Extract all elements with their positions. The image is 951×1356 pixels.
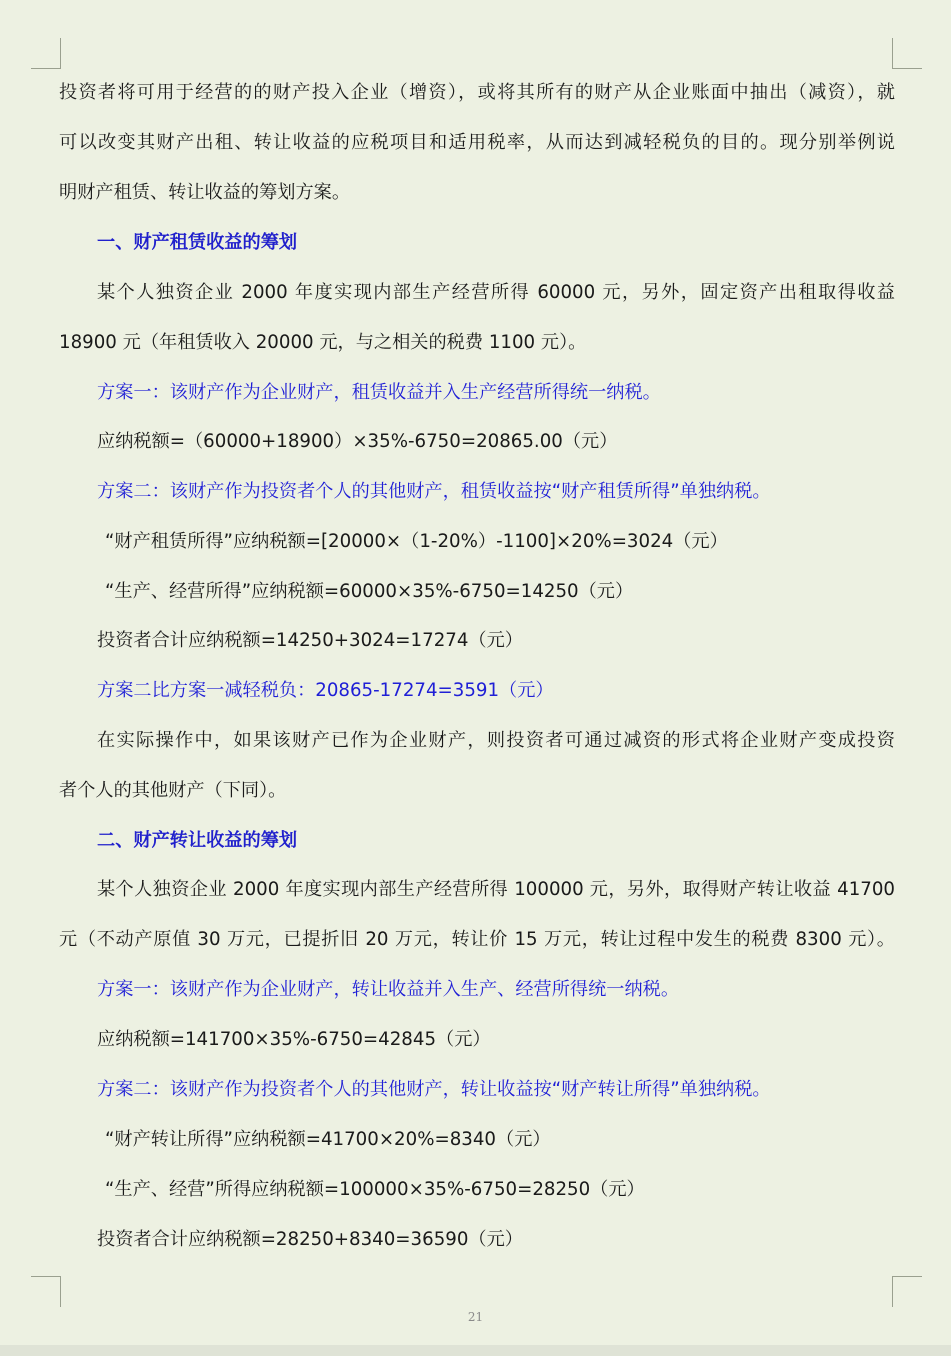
crop-mark-top-right (892, 38, 922, 69)
paragraph-line: 元（不动产原值 30 万元，已提折旧 20 万元，转让价 15 万元，转让过程中发生的税费 8300 元）。 (59, 929, 895, 950)
calculation-line: “财产转让所得”应纳税额=41700×20%=8340（元） (105, 1129, 551, 1150)
paragraph-line: 某个人独资企业 2000 年度实现内部生产经营所得 100000 元，另外，取得财产转让收益 41700 (97, 879, 895, 900)
page-number: 21 (467, 1310, 484, 1324)
plan-one-transfer: 方案一：该财产作为企业财产，转让收益并入生产、经营所得统一纳税。 (97, 979, 680, 1000)
plan-one-rental: 方案一：该财产作为企业财产，租赁收益并入生产经营所得统一纳税。 (97, 382, 661, 403)
plan-two-transfer: 方案二：该财产作为投资者个人的其他财产，转让收益按“财产转让所得”单独纳税。 (97, 1079, 771, 1100)
crop-mark-top-left (31, 38, 61, 69)
plan-two-rental: 方案二：该财产作为投资者个人的其他财产，租赁收益按“财产租赁所得”单独纳税。 (97, 481, 771, 502)
crop-mark-bottom-right (892, 1276, 922, 1307)
calculation-line: 应纳税额=141700×35%-6750=42845（元） (97, 1029, 491, 1050)
calculation-line: 应纳税额=（60000+18900）×35%-6750=20865.00（元） (97, 431, 618, 452)
rental-comparison-line: 方案二比方案一减轻税负：20865-17274=3591（元） (97, 680, 554, 701)
section-heading-rental: 一、财产租赁收益的筹划 (97, 232, 298, 253)
calculation-line: “生产、经营”所得应纳税额=100000×35%-6750=28250（元） (105, 1179, 645, 1200)
paragraph-line: 明财产租赁、转让收益的筹划方案。 (59, 182, 351, 203)
calculation-line: 投资者合计应纳税额=28250+8340=36590（元） (97, 1229, 523, 1250)
paragraph-line: 投资者将可用于经营的的财产投入企业（增资），或将其所有的财产从企业账面中抽出（减资），就 (59, 82, 895, 103)
page-bottom-gutter (0, 1345, 951, 1356)
paragraph-line: 者个人的其他财产（下同）。 (59, 780, 287, 801)
paragraph-line: 在实际操作中，如果该财产已作为企业财产，则投资者可通过减资的形式将企业财产变成投资 (97, 730, 895, 751)
crop-mark-bottom-left (31, 1276, 61, 1307)
paragraph-line: 可以改变其财产出租、转让收益的应税项目和适用税率，从而达到减轻税负的目的。现分别举例说 (59, 132, 895, 153)
paragraph-line: 18900 元（年租赁收入 20000 元，与之相关的税费 1100 元）。 (59, 332, 587, 353)
calculation-line: “生产、经营所得”应纳税额=60000×35%-6750=14250（元） (105, 581, 634, 602)
section-heading-transfer: 二、财产转让收益的筹划 (97, 830, 298, 851)
calculation-line: 投资者合计应纳税额=14250+3024=17274（元） (97, 630, 523, 651)
paragraph-line: 某个人独资企业 2000 年度实现内部生产经营所得 60000 元，另外，固定资产出租取得收益 (97, 282, 895, 303)
calculation-line: “财产租赁所得”应纳税额=[20000×（1-20%）-1100]×20%=3024（元） (105, 531, 728, 552)
